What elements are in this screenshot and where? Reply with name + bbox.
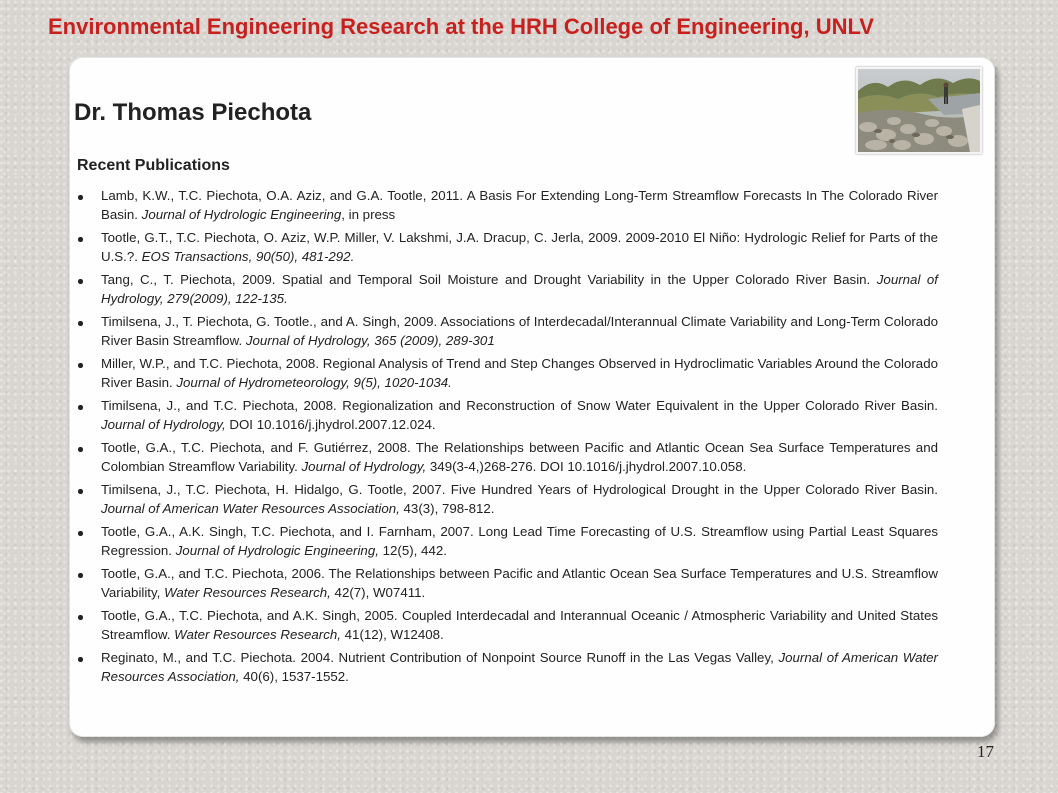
publication-details: , in press bbox=[341, 207, 396, 222]
publication-journal: Journal of American Water Resources Association, bbox=[101, 501, 400, 516]
publication-journal: Journal of Hydrometeorology, 9(5), 1020-1034. bbox=[176, 375, 452, 390]
publication-item bbox=[77, 228, 938, 266]
publication-citation: Tootle, G.A., and T.C. Piechota, 2006. The Relationships between Pacific and Atlantic Ocean Sea Surface Temperatures and U.S. Streamflow Variability, bbox=[101, 566, 938, 600]
bullet-icon bbox=[78, 573, 83, 578]
publication-citation: Tootle, G.A., T.C. Piechota, and F. Gutiérrez, 2008. The Relationships between Pacific and Atlantic Ocean Sea Surface Temperatures and Colombian Streamflow Variability. bbox=[101, 440, 938, 474]
publication-item bbox=[77, 438, 938, 476]
bullet-icon bbox=[78, 615, 83, 620]
publication-citation: Tootle, G.T., T.C. Piechota, O. Aziz, W.P. Miller, V. Lakshmi, J.A. Dracup, C. Jerla, 2009. 2009-2010 El Niño: Hydrologic Relief for Parts of the U.S.?. bbox=[101, 230, 938, 264]
bullet-icon bbox=[78, 195, 83, 200]
publication-citation: Reginato, M., and T.C. Piechota. 2004. Nutrient Contribution of Nonpoint Source Runoff in the Las Vegas Valley, bbox=[101, 650, 774, 665]
section-title: Recent Publications bbox=[77, 157, 230, 174]
publication-citation: Tootle, G.A., A.K. Singh, T.C. Piechota, and I. Farnham, 2007. Long Lead Time Forecasting of U.S. Streamflow using Partial Least Squares Regression. bbox=[101, 524, 938, 558]
publication-item bbox=[77, 354, 938, 392]
publication-journal: EOS Transactions, 90(50), 481-292. bbox=[141, 249, 355, 264]
bullet-icon bbox=[78, 237, 83, 242]
page-number: 17 bbox=[977, 742, 994, 761]
publication-details: 41(12), W12408. bbox=[340, 627, 444, 642]
publication-journal: Journal of Hydrology, bbox=[101, 417, 226, 432]
publication-citation: Tootle, G.A., T.C. Piechota, and A.K. Singh, 2005. Coupled Interdecadal and Interannual Oceanic / Atmospheric Variability and United States Streamflow. bbox=[101, 608, 938, 642]
publication-item bbox=[77, 564, 938, 602]
publication-journal: Journal of Hydrology, bbox=[301, 459, 427, 474]
publication-item bbox=[77, 480, 938, 518]
publication-item bbox=[77, 606, 938, 644]
publication-item bbox=[77, 396, 938, 434]
publication-details: 42(7), W07411. bbox=[330, 585, 426, 600]
publication-item bbox=[77, 312, 938, 350]
publication-journal: Journal of Hydrology, 279(2009), 122-135. bbox=[101, 272, 938, 306]
header-title: Environmental Engineering Research at the HRH College of Engineering, UNLV bbox=[48, 14, 874, 39]
publication-citation: Lamb, K.W., T.C. Piechota, O.A. Aziz, and G.A. Tootle, 2011. A Basis For Extending Long-Term Streamflow Forecasts In The Colorado River Basin. bbox=[101, 188, 938, 222]
publication-details: 43(3), 798-812. bbox=[399, 501, 495, 516]
field-photo bbox=[856, 67, 982, 154]
field-photo-image bbox=[858, 69, 980, 152]
publication-citation: Timilsena, J., and T.C. Piechota, 2008. Regionalization and Reconstruction of Snow Water Equivalent in the Upper Colorado River Basin. bbox=[101, 398, 938, 413]
publication-item bbox=[77, 186, 938, 224]
publication-details: 40(6), 1537-1552. bbox=[239, 669, 349, 684]
publication-details: DOI 10.1016/j.jhydrol.2007.12.024. bbox=[225, 417, 436, 432]
publication-journal: Water Resources Research, bbox=[164, 585, 331, 600]
bullet-icon bbox=[78, 363, 83, 368]
publication-details: 349(3-4,)268-276. DOI 10.1016/j.jhydrol.2007.10.058. bbox=[426, 459, 747, 474]
bullet-icon bbox=[78, 321, 83, 326]
publication-journal: Journal of Hydrology, 365 (2009), 289-301 bbox=[245, 333, 495, 348]
publication-journal: Water Resources Research, bbox=[174, 627, 341, 642]
publication-citation: Miller, W.P., and T.C. Piechota, 2008. Regional Analysis of Trend and Step Changes Observed in Hydroclimatic Variables Around the Colorado River Basin. bbox=[101, 356, 938, 390]
bullet-icon bbox=[78, 279, 83, 284]
publication-item bbox=[77, 270, 938, 308]
publication-item bbox=[77, 522, 938, 560]
publication-details: 12(5), 442. bbox=[378, 543, 447, 558]
publication-item bbox=[77, 648, 938, 686]
publication-citation: Timilsena, J., T. Piechota, G. Tootle., and A. Singh, 2009. Associations of Interdecadal/Interannual Climate Variability and Long-Term Colorado River Basin Streamflow. bbox=[101, 314, 938, 348]
bullet-icon bbox=[78, 657, 83, 662]
publication-list bbox=[77, 186, 938, 690]
publication-journal: Journal of Hydrologic Engineering, bbox=[175, 543, 379, 558]
publication-citation: Timilsena, J., T.C. Piechota, H. Hidalgo, G. Tootle, 2007. Five Hundred Years of Hydrological Drought in the Upper Colorado River Basin. bbox=[101, 482, 938, 497]
bullet-icon bbox=[78, 447, 83, 452]
bullet-icon bbox=[78, 489, 83, 494]
publication-citation: Tang, C., T. Piechota, 2009. Spatial and Temporal Soil Moisture and Drought Variability in the Upper Colorado River Basin. bbox=[101, 272, 871, 287]
publication-journal: Journal of Hydrologic Engineering bbox=[141, 207, 342, 222]
publication-journal: Journal of American Water Resources Association, bbox=[101, 650, 938, 684]
author-name: Dr. Thomas Piechota bbox=[74, 99, 312, 126]
bullet-icon bbox=[78, 405, 83, 410]
bullet-icon bbox=[78, 531, 83, 536]
